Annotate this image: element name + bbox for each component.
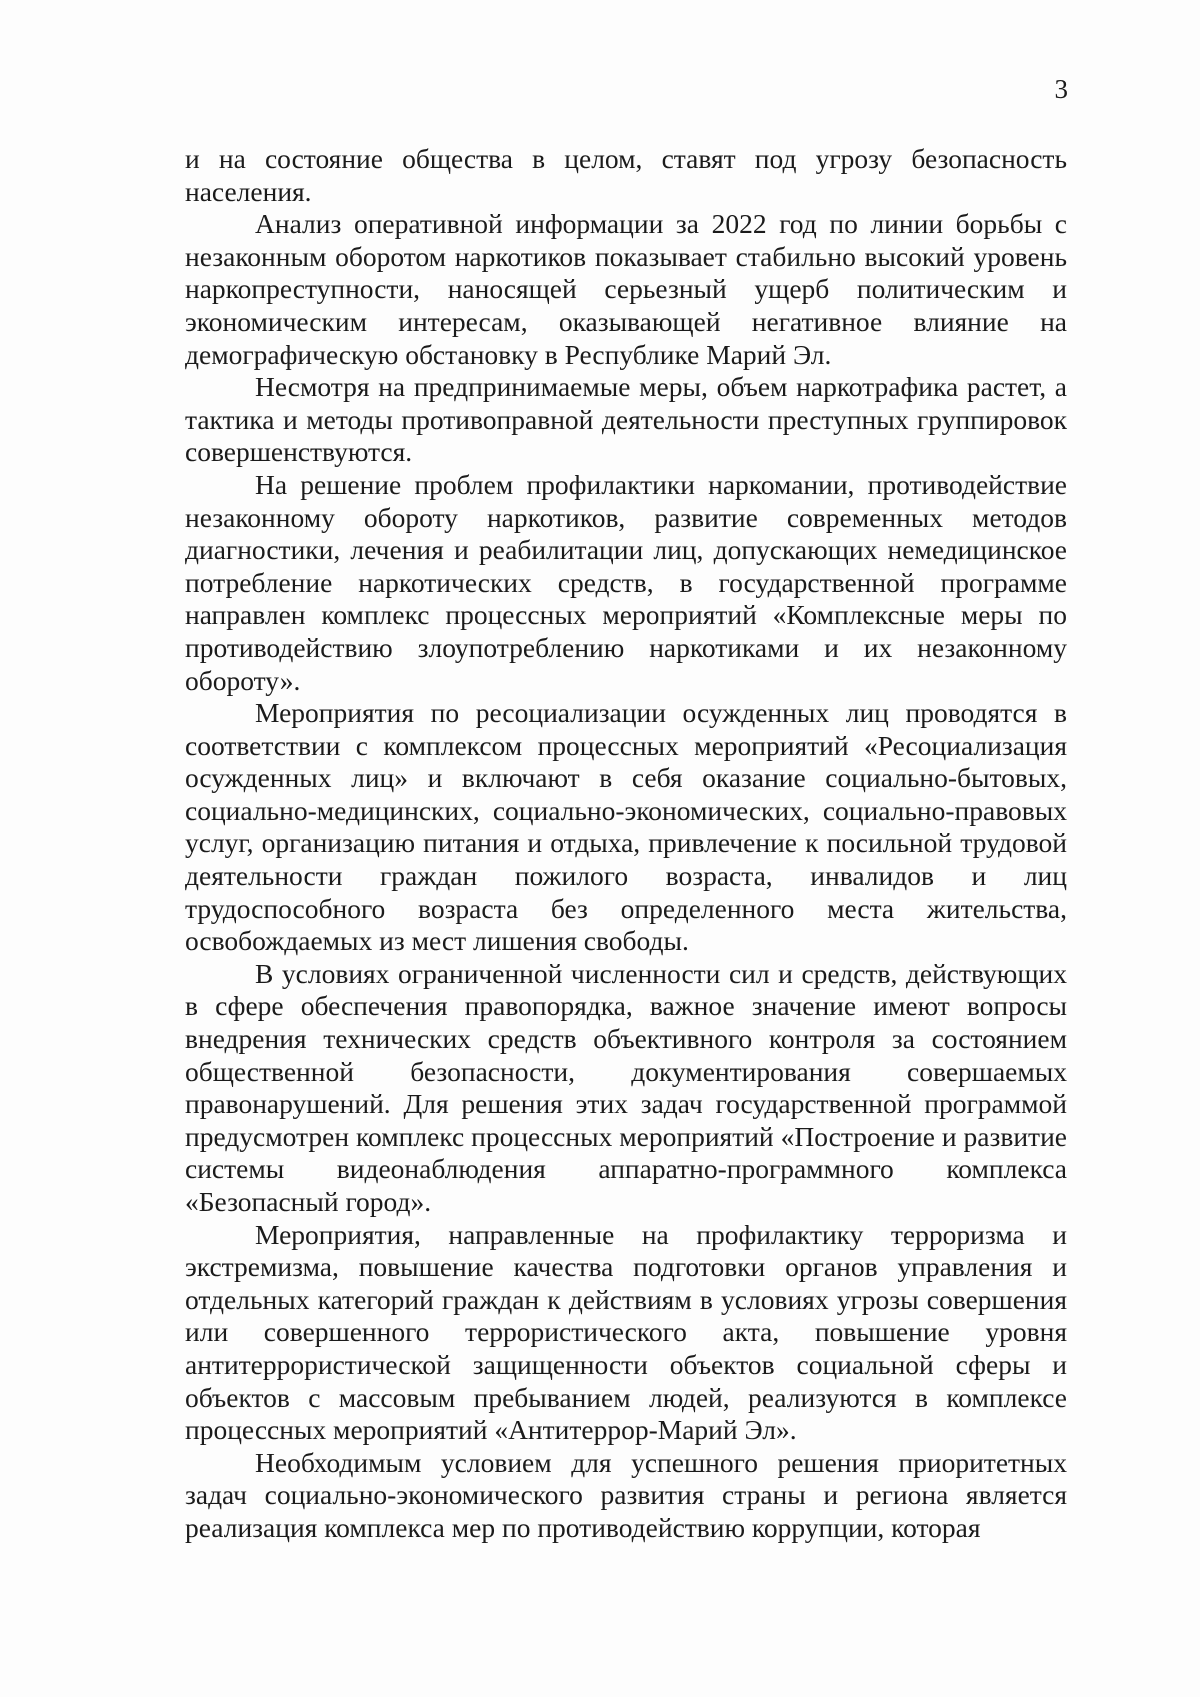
paragraph-continuation: и на состояние общества в целом, ставят под угрозу безопасность населения. <box>185 143 1067 207</box>
paragraph-anticorruption: Необходимым условием для успешного решения приоритетных задач социально-экономического развития страны и региона является реализация комплекса мер по противодействию коррупции, которая <box>185 1446 1067 1543</box>
paragraph-resocialization: Мероприятия по ресоциализации осужденных лиц проводятся в соответствии с комплексом процессных мероприятий «Ресоциализация осужденных лиц» и включают в себя оказание социально-бытовых, социально-медицинских, социально-экономических, социально-правовых услуг, организацию питания и отдыха, привлечение к посильной трудовой деятельности граждан пожилого возраста, инвалидов и лиц трудоспособного возраста без определенного места жительства, освобождаемых из мест лишения свободы. <box>185 697 1067 957</box>
paragraph-antiterror: Мероприятия, направленные на профилактику терроризма и экстремизма, повышение качества подготовки органов управления и отдельных категорий граждан к действиям в условиях угрозы совершения или совершенного террористического акта, повышение уровня антитеррористической защищенности объектов социальной сферы и объектов с массовым пребыванием людей, реализуются в комплексе процессных мероприятий «Антитеррор-Марий Эл». <box>185 1218 1067 1446</box>
paragraph-drug-trafficking: Несмотря на предпринимаемые меры, объем наркотрафика растет, а тактика и методы противоправной деятельности преступных группировок совершенствуются. <box>185 371 1067 468</box>
paragraph-drug-prevention-program: На решение проблем профилактики наркомании, противодействие незаконному обороту наркотиков, развитие современных методов диагностики, лечения и реабилитации лиц, допускающих немедицинское потребление наркотических средств, в государственной программе направлен комплекс процессных мероприятий «Комплексные меры по противодействию злоупотреблению наркотиками и их незаконному обороту». <box>185 468 1067 696</box>
paragraph-drug-crime-analysis: Анализ оперативной информации за 2022 год по линии борьбы с незаконным оборотом наркотиков показывает стабильно высокий уровень наркопреступности, наносящей серьезный ущерб политическим и экономическим интересам, оказывающей негативное влияние на демографическую обстановку в Республике Марий Эл. <box>185 208 1067 370</box>
document-body <box>185 143 1067 1545</box>
paragraph-safe-city: В условиях ограниченной численности сил и средств, действующих в сфере обеспечения правопорядка, важное значение имеют вопросы внедрения технических средств объективного контроля за состоянием общественной безопасности, документирования совершаемых правонарушений. Для решения этих задач государственной программой предусмотрен комплекс процессных мероприятий «Построение и развитие системы видеонаблюдения аппаратно-программного комплекса «Безопасный город». <box>185 957 1067 1217</box>
page-number: 3 <box>1054 74 1068 104</box>
